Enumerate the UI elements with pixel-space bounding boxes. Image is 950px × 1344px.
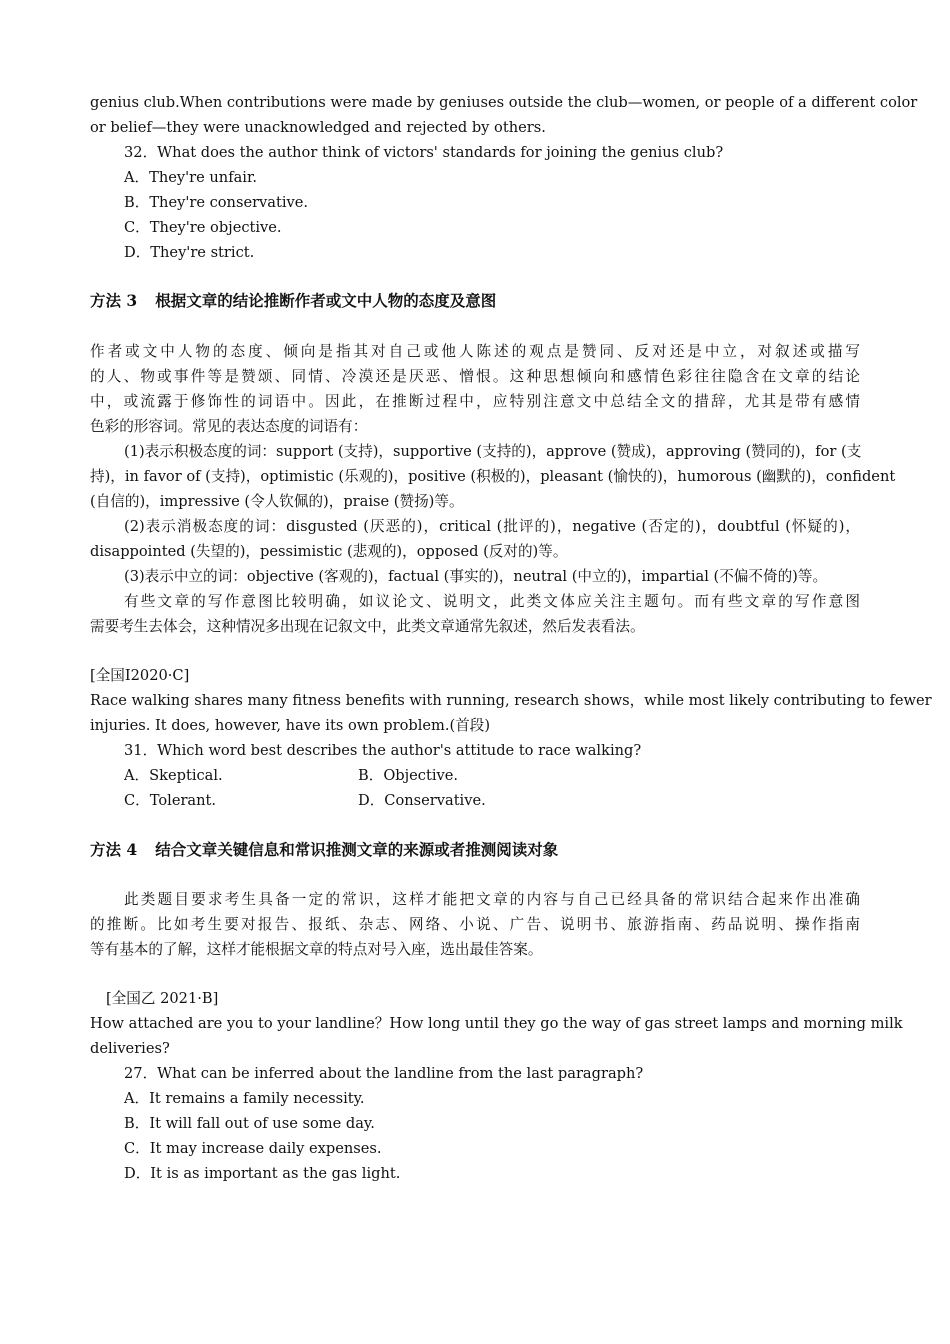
- negative-words-line: (2)表示消极态度的词：disgusted (厌恶的)，critical (批评的)，negative (否定的)，doubtful (怀疑的)，: [124, 518, 860, 535]
- question-27: 27．What can be inferred about the landline from the last paragraph?: [124, 1065, 644, 1082]
- method-4-intro-line: 此类题目要求考生具备一定的常识，这样才能把文章的内容与自己已经具备的常识结合起来作出准确: [124, 891, 860, 908]
- example-text-line: Race walking shares many fitness benefits with running, research shows，while most likely contributing to fewer: [90, 692, 932, 709]
- method-3-intro-line: 中，或流露于修饰性的词语中。因此，在推断过程中，应特别注意文中总结全文的措辞，尤其是带有感情: [90, 393, 860, 410]
- positive-words-line: (自信的)，impressive (令人钦佩的)，praise (赞扬)等。: [90, 493, 464, 510]
- option-c: C．They're objective.: [124, 219, 282, 236]
- method-3-intro-line: 作者或文中人物的态度、倾向是指其对自己或他人陈述的观点是赞同、反对还是中立，对叙述或描写: [90, 343, 860, 360]
- example-text-line: deliveries?: [90, 1040, 170, 1057]
- question-32: 32．What does the author think of victors' standards for joining the genius club?: [124, 144, 724, 161]
- option-d: D．They're strict.: [124, 244, 255, 261]
- option-b: B．Objective.: [358, 767, 459, 784]
- positive-words-line: (1)表示积极态度的词：support (支持)，supportive (支持的)，approve (赞成)，approving (赞同的)，for (支: [124, 443, 862, 460]
- writing-purpose-line: 有些文章的写作意图比较明确，如议论文、说明文，此类文体应关注主题句。而有些文章的写作意图: [124, 593, 860, 610]
- example-text-line: How attached are you to your landline？How long until they go the way of gas street lamps and morning milk: [90, 1015, 903, 1032]
- positive-words-line: 持)，in favor of (支持)，optimistic (乐观的)，positive (积极的)，pleasant (愉快的)，humorous (幽默的)，confident: [90, 468, 896, 485]
- option-b: B．They're conservative.: [124, 194, 309, 211]
- option-b: B．It will fall out of use some day.: [124, 1115, 375, 1132]
- method-4-intro-line: 等有基本的了解，这样才能根据文章的特点对号入座，选出最佳答案。: [90, 941, 543, 958]
- method-3-intro-line: 色彩的形容词。常见的表达态度的词语有：: [90, 418, 368, 435]
- method-4-intro-line: 的推断。比如考生要对报告、报纸、杂志、网络、小说、广告、说明书、旅游指南、药品说明、操作指南: [90, 916, 860, 933]
- option-c: C．Tolerant.: [124, 792, 217, 809]
- option-a: A．They're unfair.: [124, 169, 257, 186]
- method-4-number: 方法 4: [90, 840, 138, 859]
- option-d: D．It is as important as the gas light.: [124, 1165, 401, 1182]
- passage-text-line: or belief—they were unacknowledged and rejected by others.: [90, 119, 546, 136]
- neutral-words-line: (3)表示中立的词：objective (客观的)，factual (事实的)，neutral (中立的)，impartial (不偏不倚的)等。: [124, 568, 828, 585]
- method-3-heading: [90, 291, 496, 311]
- question-31: 31．Which word best describes the author's attitude to race walking?: [124, 742, 642, 759]
- method-4-title: 结合文章关键信息和常识推测文章的来源或者推测阅读对象: [155, 840, 559, 859]
- method-3-title: 根据文章的结论推断作者或文中人物的态度及意图: [155, 291, 497, 310]
- example-text-line: injuries. It does, however, have its own problem.(首段): [90, 717, 491, 734]
- method-4-heading: [90, 840, 558, 860]
- method-3-number: 方法 3: [90, 291, 138, 310]
- method-3-intro-line: 的人、物或事件等是赞颂、同情、冷漠还是厌恶、憎恨。这种思想倾向和感情色彩往往隐含在文章的结论: [90, 368, 860, 385]
- example-source: [全国Ⅰ2020·C]: [90, 667, 190, 684]
- example-source: [全国乙 2021·B]: [106, 990, 219, 1007]
- option-a: A．Skeptical.: [124, 767, 223, 784]
- option-c: C．It may increase daily expenses.: [124, 1140, 382, 1157]
- writing-purpose-line: 需要考生去体会，这种情况多出现在记叙文中，此类文章通常先叙述，然后发表看法。: [90, 618, 645, 635]
- passage-text-line: genius club.When contributions were made by geniuses outside the club—women, or people of a different color: [90, 94, 918, 111]
- option-a: A．It remains a family necessity.: [124, 1090, 365, 1107]
- negative-words-line: disappointed (失望的)，pessimistic (悲观的)，opposed (反对的)等。: [90, 543, 568, 560]
- option-d: D．Conservative.: [358, 792, 486, 809]
